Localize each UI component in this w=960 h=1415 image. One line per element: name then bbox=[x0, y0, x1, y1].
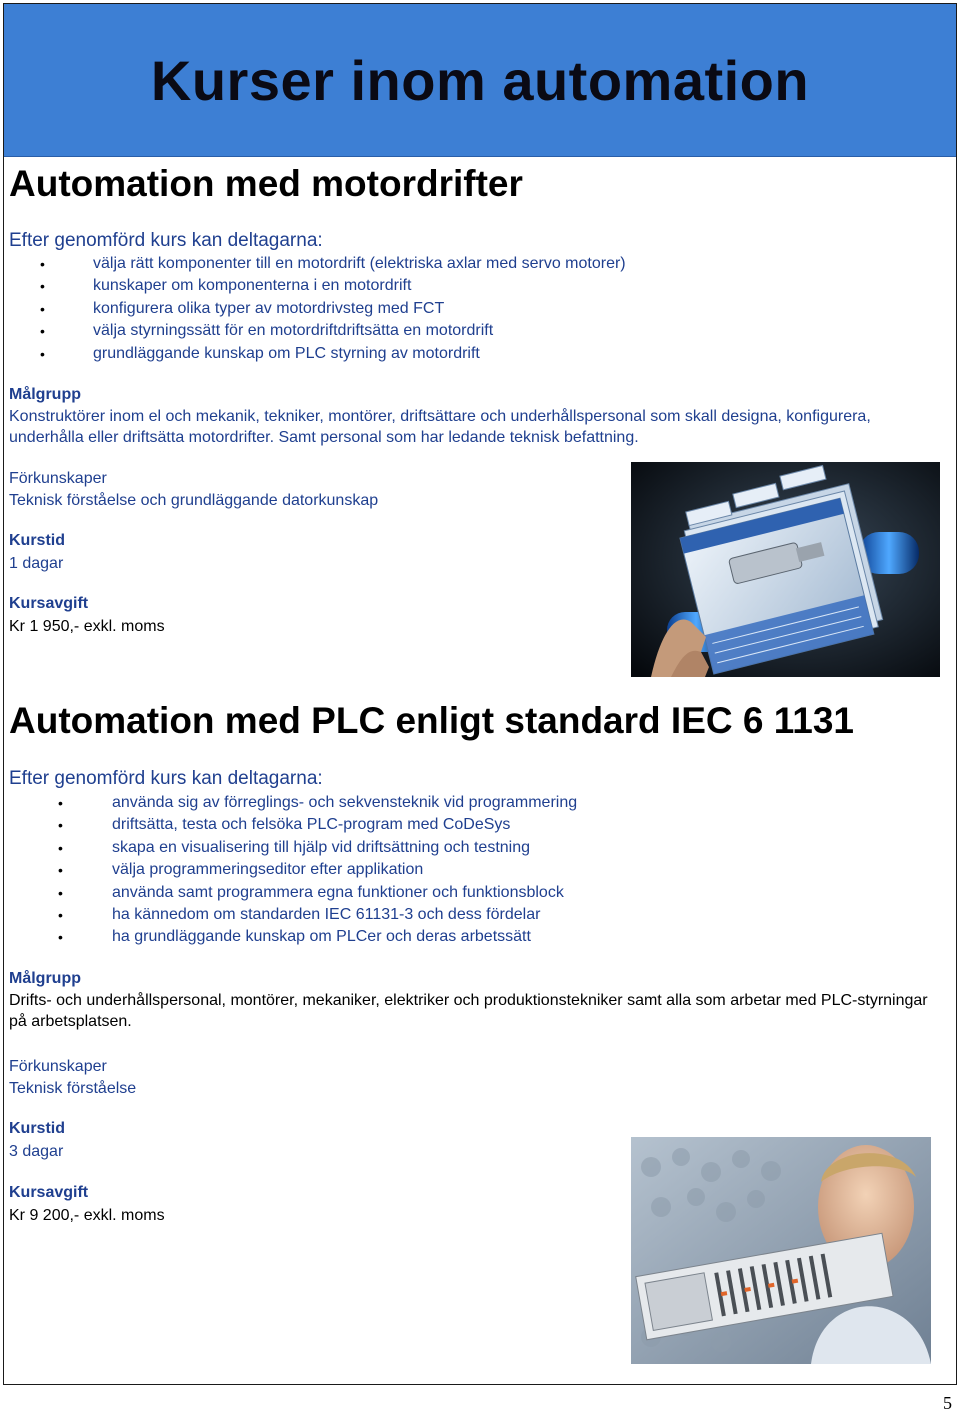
course1-fee-label: Kursavgift bbox=[9, 595, 89, 612]
list-item: • kunskaper om komponenterna i en motordrift bbox=[40, 275, 626, 297]
list-item: • skapa en visualisering till hjälp vid driftsättning och testning bbox=[58, 837, 577, 859]
course2-duration-label: Kurstid bbox=[9, 1120, 65, 1137]
bullet-icon: • bbox=[40, 323, 45, 340]
course2-fee-text: Kr 9 200,- exkl. moms bbox=[9, 1207, 165, 1224]
course1-fee-text: Kr 1 950,- exkl. moms bbox=[9, 618, 165, 635]
list-item: • använda sig av förreglings- och sekvensteknik vid programmering bbox=[58, 792, 577, 814]
course1-outcomes-list bbox=[40, 253, 626, 365]
list-item: • ha grundläggande kunskap om PLCer och deras arbetssätt bbox=[58, 926, 577, 948]
course1-title: Automation med motordrifter bbox=[9, 163, 523, 204]
bullet-icon: • bbox=[58, 862, 63, 879]
title-banner bbox=[4, 4, 956, 157]
product-catalog-photo bbox=[631, 462, 940, 677]
course2-target-text: Drifts- och underhållspersonal, montörer, mekaniker, elektriker och produktionstekniker samt alla som arbetar med PLC-styrningar på arbetsplatsen. bbox=[9, 992, 928, 1030]
course1-outcomes-heading: Efter genomförd kurs kan deltagarna: bbox=[9, 230, 323, 251]
bullet-icon: • bbox=[58, 795, 63, 811]
page-title: Kurser inom automation bbox=[150, 48, 810, 112]
list-item: • driftsätta, testa och felsöka PLC-program med CoDeSys bbox=[58, 814, 577, 836]
bullet-icon: • bbox=[40, 256, 45, 272]
course1-prereq-text: Teknisk förståelse och grundläggande datorkunskap bbox=[9, 492, 379, 509]
course2-outcomes-list bbox=[58, 792, 577, 949]
bullet-icon: • bbox=[58, 929, 63, 946]
course2-fee-label: Kursavgift bbox=[9, 1184, 89, 1201]
bullet-icon: • bbox=[40, 278, 45, 295]
bullet-icon: • bbox=[40, 300, 45, 317]
bullet-icon: • bbox=[58, 884, 63, 901]
bullet-icon: • bbox=[58, 907, 63, 924]
bullet-icon: • bbox=[58, 817, 63, 834]
course2-title: Automation med PLC enligt standard IEC 6 1131 bbox=[9, 700, 855, 741]
list-item: • grundläggande kunskap om PLC styrning av motordrift bbox=[40, 343, 626, 365]
page-number: 5 bbox=[943, 1393, 952, 1413]
course1-duration-text: 1 dagar bbox=[9, 555, 64, 572]
course2-target-label: Målgrupp bbox=[9, 970, 81, 987]
list-item: • använda samt programmera egna funktioner och funktionsblock bbox=[58, 882, 577, 904]
course2-prereq-label: Förkunskaper bbox=[9, 1058, 107, 1075]
course1-duration-label: Kurstid bbox=[9, 532, 65, 549]
course2-outcomes-heading: Efter genomförd kurs kan deltagarna: bbox=[9, 768, 323, 789]
list-item: • välja styrningssätt för en motordriftdriftsätta en motordrift bbox=[40, 320, 626, 342]
course2-prereq-text: Teknisk förståelse bbox=[9, 1080, 137, 1097]
course1-prereq-label: Förkunskaper bbox=[9, 470, 107, 487]
list-item: • välja rätt komponenter till en motordrift (elektriska axlar med servo motorer) bbox=[40, 253, 626, 275]
course2-duration-text: 3 dagar bbox=[9, 1143, 64, 1160]
bullet-icon: • bbox=[40, 345, 45, 362]
bullet-icon: • bbox=[58, 839, 63, 856]
course1-target-text: Konstruktörer inom el och mekanik, tekniker, montörer, driftsättare och underhållspersonal som skall designa, konfigurera, underhålla eller driftsätta motordrifter. Samt personal som har ledande teknisk befattning. bbox=[9, 408, 871, 446]
engineer-plc-photo bbox=[631, 1137, 931, 1364]
course1-target-label: Målgrupp bbox=[9, 386, 81, 403]
list-item: • välja programmeringseditor efter applikation bbox=[58, 859, 577, 881]
list-item: • ha kännedom om standarden IEC 61131-3 och dess fördelar bbox=[58, 904, 577, 926]
list-item: • konfigurera olika typer av motordrivsteg med FCT bbox=[40, 298, 626, 320]
